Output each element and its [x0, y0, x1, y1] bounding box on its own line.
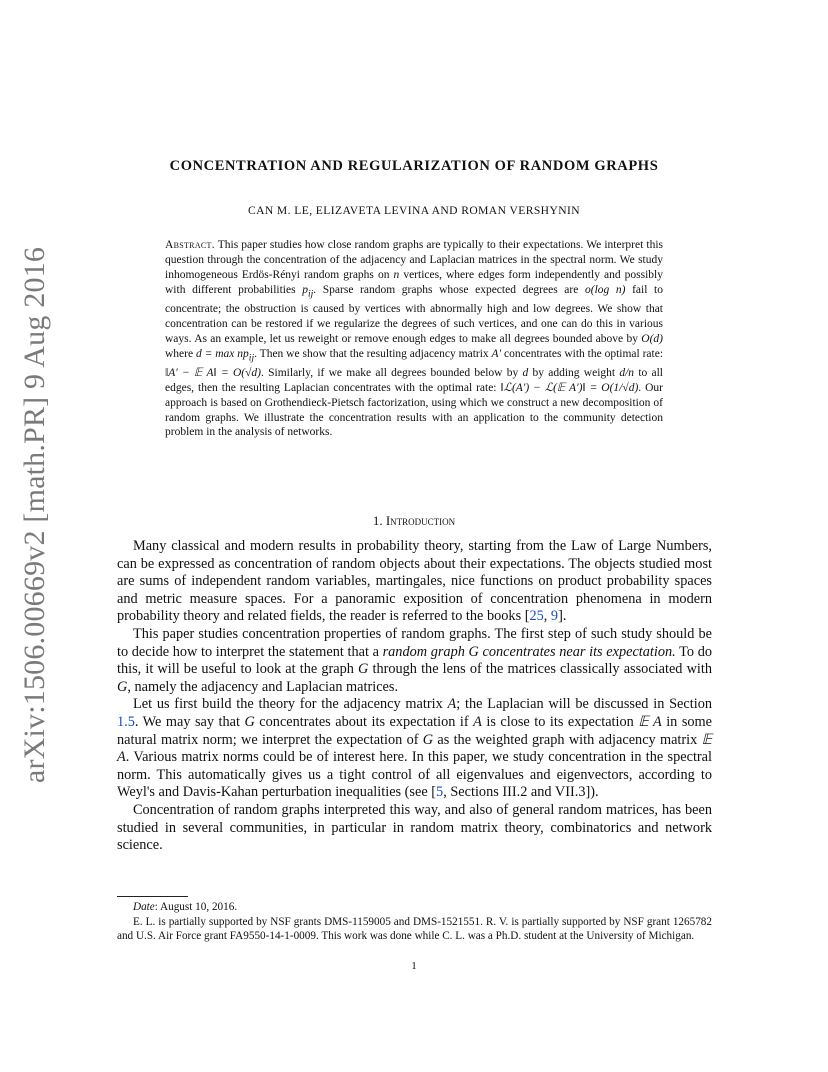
section-number: 1.	[372, 513, 383, 528]
math-expr: o(log n)	[584, 283, 626, 296]
arxiv-identifier: arXiv:1506.00669v2 [math.PR] 9 Aug 2016	[18, 246, 51, 784]
math-var: G	[422, 731, 434, 748]
math-subscript: ij	[307, 288, 314, 300]
paragraph-text: is close to its expectation	[481, 713, 639, 730]
math-expr: A′	[491, 347, 502, 360]
arxiv-stamp	[12, 246, 58, 784]
math-var: A	[447, 696, 457, 713]
math-expr: ‖A′ − 𝔼 A‖ = O(√d)	[165, 366, 262, 379]
paragraph	[117, 626, 712, 696]
paragraph-text: Concentration of random graphs interpreted this way, and also of general random matrices, has been studied in several communities, in particular in random matrix theory, combinatorics and network science.	[117, 801, 712, 854]
abstract-text: This paper studies how close random graphs are typically to their expectations. We interpret this question through the concentration of the adjacency and Laplacian matrices in the spectral norm. We study inhomogeneous Erdös-Rényi random graphs on	[165, 239, 663, 281]
paragraph-text: ].	[558, 608, 567, 625]
abstract	[165, 238, 663, 440]
abstract-text: where	[165, 347, 196, 360]
citation-link[interactable]: 5	[436, 784, 444, 801]
math-expr: ‖ℒ(A′) − ℒ(𝔼 A′)‖ = O(1/√d)	[500, 381, 639, 394]
math-var: G	[117, 678, 128, 695]
citation-link[interactable]: 25	[529, 608, 544, 625]
paragraph-text: This paper studies concentration properties of random graphs. The first step of such study should be to decide how to interpret the statement that a	[117, 625, 712, 660]
abstract-text: fail to concentrate; the obstruction is caused by vertices with abnormally high and low degrees. We show that concentration can be restored if we regularize the degrees of such vertices, and one can do this in various ways. As an example, let us reweight or remove enough edges to make all degrees bounded above by	[165, 283, 663, 345]
paragraph-text: as the weighted graph with adjacency matrix	[433, 731, 702, 748]
abstract-text: concentrates with the optimal rate:	[501, 347, 664, 360]
abstract-text: . Similarly, if we make all degrees bounded below by	[261, 366, 523, 379]
abstract-text: by adding weight	[528, 366, 620, 379]
section-ref-link[interactable]: 1.5	[117, 713, 135, 730]
paragraph	[117, 802, 712, 855]
paragraph-text: , Sections III.2 and VII.3]).	[443, 784, 599, 801]
paragraph-text: ,	[543, 608, 551, 625]
math-var: p	[302, 283, 308, 296]
footnote-date-label: Date	[133, 901, 155, 913]
math-var: G	[244, 713, 255, 730]
page-number: 1	[411, 960, 417, 972]
math-expr: 𝔼 A	[117, 731, 713, 766]
abstract-label: Abstract.	[165, 239, 215, 251]
math-var: A	[473, 713, 482, 730]
emphasis-text: random graph G concentrates near its expectation.	[382, 643, 676, 660]
math-var: n	[393, 268, 400, 281]
paper-title: CONCENTRATION AND REGULARIZATION OF RANDOM GRAPHS	[169, 158, 659, 174]
paragraph-text: ; the Laplacian will be discussed in Section	[456, 696, 712, 713]
paragraph-text: in some natural matrix norm; we interpret the expectation of	[117, 713, 712, 748]
paragraph-text: through the lens of the matrices classically associated with	[368, 661, 712, 678]
paragraph-text: concentrates about its expectation if	[254, 713, 474, 730]
paragraph	[117, 696, 712, 802]
citation-link[interactable]: 9	[550, 608, 559, 625]
math-expr: 𝔼 A	[638, 713, 662, 730]
section-title: Introduction	[385, 513, 456, 528]
math-expr: d = max np	[195, 347, 249, 360]
abstract-text: vertices, where edges form independently and possibly with different probabilities	[165, 268, 663, 296]
footnote-date	[117, 900, 712, 915]
paper-authors: CAN M. LE, ELIZAVETA LEVINA AND ROMAN VERSHYNIN	[247, 204, 581, 217]
footnote-rule	[117, 896, 188, 897]
footnotes	[117, 900, 712, 944]
abstract-text: . Sparse random graphs whose expected degrees are	[313, 283, 585, 296]
math-var: d	[522, 366, 529, 379]
footnote-date-value: : August 10, 2016.	[154, 901, 238, 913]
body-text	[117, 538, 712, 855]
abstract-text: to all edges, then the resulting Laplacian concentrates with the optimal rate:	[165, 366, 664, 394]
paragraph-text: . Various matrix norms could be of interest here. In this paper, we study concentration in the spectral norm. This automatically gives us a tight control of all eigenvalues and eigenvectors, according to Weyl's and Davis-Kahan perturbation inequalities (see [	[117, 749, 712, 801]
paragraph	[117, 538, 712, 626]
math-subscript: ij	[248, 351, 255, 363]
paragraph-text: , namely the adjacency and Laplacian matrices.	[127, 678, 399, 695]
section-heading	[100, 513, 728, 529]
paragraph-text: Many classical and modern results in probability theory, starting from the Law of Large Numbers, can be expressed as concentration of random objects about their expectations. The objects studied most are sums of independent random variables, martingales, nice functions on product probability spaces and metric measure spaces. For a panoramic exposition of concentration phenomena in modern probability theory and related fields, the reader is referred to the books [	[117, 538, 712, 625]
paragraph-text: Let us first build the theory for the adjacency matrix	[133, 696, 448, 713]
math-expr: O(d)	[641, 332, 663, 345]
paragraph-text: To do this, it will be useful to look at the graph	[117, 643, 712, 678]
footnote-funding: E. L. is partially supported by NSF grants DMS-1159005 and DMS-1521551. R. V. is partially supported by NSF grant 1265782 and U.S. Air Force grant FA9550-14-1-0009. This work was done while C. L. was a Ph.D. student at the University of Michigan.	[117, 915, 712, 942]
math-var: G	[358, 661, 369, 678]
math-expr: d/n	[619, 366, 635, 379]
abstract-text: . Our approach is based on Grothendieck-Pietsch factorization, using which we construct a new decomposition of random graphs. We illustrate the concentration results with an application to the community detection problem in the analysis of networks.	[165, 381, 663, 439]
paragraph-text: . We may say that	[134, 713, 245, 730]
abstract-text: . Then we show that the resulting adjacency matrix	[254, 347, 492, 360]
